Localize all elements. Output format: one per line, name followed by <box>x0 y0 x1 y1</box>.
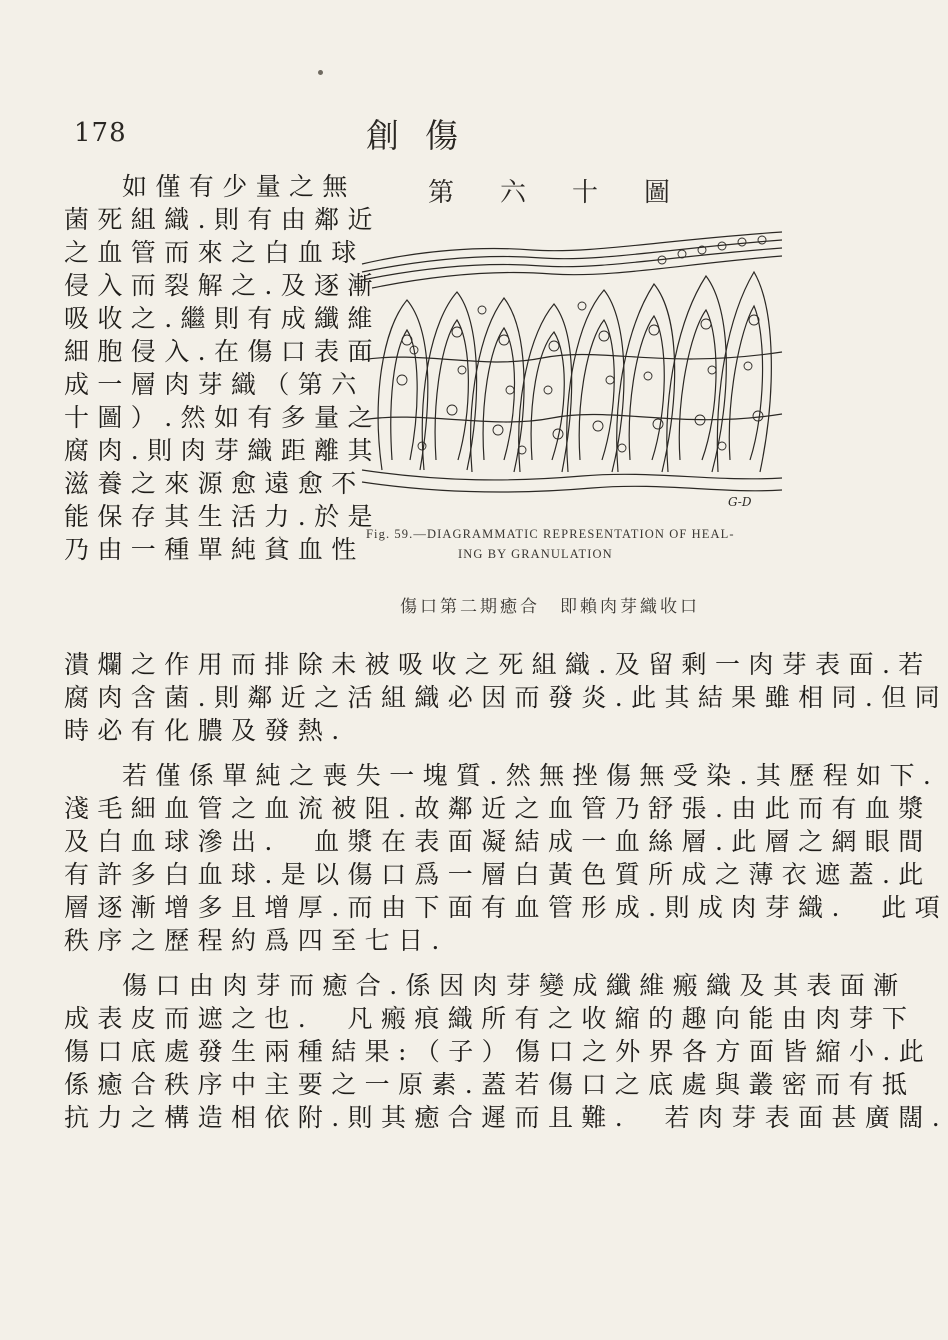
text-line: 及白血球滲出. 血漿在表面凝結成一血絲層.此層之網眼間 <box>64 827 932 856</box>
text-line: 十圖）.然如有多量之 <box>64 403 381 432</box>
figure-caption-english <box>366 524 782 564</box>
text-line: 腐肉.則肉芽織距離其 <box>64 436 381 465</box>
text-line: 係癒合秩序中主要之一原素.蓋若傷口之底處與叢密而有抵 <box>64 1070 916 1099</box>
figure-title: 第六十圖 <box>428 178 717 208</box>
text-line: 淺毛細血管之血流被阻.故鄰近之血管乃舒張.由此而有血漿 <box>64 794 932 823</box>
text-line: 菌死組織.則有由鄰近 <box>64 205 381 234</box>
text-line: 潰爛之作用而排除未被吸收之死組織.及留剩一肉芽表面.若 <box>64 650 932 679</box>
running-title: 創傷 <box>366 116 484 155</box>
text-line: 能保存其生活力.於是 <box>64 502 381 531</box>
caption-line: Fig. 59.—DIAGRAMMATIC REPRESENTATION OF HEAL- <box>366 527 735 541</box>
text-line: 乃由一種單純貧血性 <box>64 535 365 564</box>
text-line: 層逐漸增多且增厚.而由下面有血管形成.則成肉芽織. 此項 <box>64 893 948 922</box>
text-line: 成表皮而遮之也. 凡瘢痕織所有之收縮的趣向能由肉芽下 <box>64 1004 916 1033</box>
full-width-text <box>64 648 948 1134</box>
figure-caption-chinese: 傷口第二期癒合 即賴肉芽織收口 <box>400 597 700 617</box>
left-text-column <box>64 170 381 566</box>
page-number: 178 <box>74 118 127 148</box>
text-line: 腐肉含菌.則鄰近之活組織必因而發炎.此其結果雖相同.但同 <box>64 683 948 712</box>
artist-signature: G-D <box>728 495 752 509</box>
text-line: 抗力之構造相依附.則其癒合遲而且難. 若肉芽表面甚廣闊. <box>64 1103 948 1132</box>
figure-granulation <box>362 172 782 642</box>
granulation-tissue-drawing <box>362 220 782 510</box>
text-line: 滋養之來源愈遠愈不 <box>64 469 365 498</box>
text-line: 時必有化膿及發熱. <box>64 716 348 745</box>
text-line: 細胞侵入.在傷口表面 <box>64 337 381 366</box>
text-line: 之血管而來之白血球 <box>64 238 365 267</box>
caption-line: ING BY GRANULATION <box>458 547 613 561</box>
text-line: 若僅係單純之喪失一塊質.然無挫傷無受染.其歷程如下. <box>122 761 940 790</box>
text-line: 傷口由肉芽而癒合.係因肉芽變成纖維瘢織及其表面漸 <box>122 971 907 1000</box>
text-line: 傷口底處發生兩種結果:（子）傷口之外界各方面皆縮小.此 <box>64 1037 933 1066</box>
text-line: 吸收之.繼則有成纖維 <box>64 304 381 333</box>
text-line: 侵入而裂解之.及逐漸 <box>64 271 381 300</box>
text-line: 秩序之歷程約爲四至七日. <box>64 926 448 955</box>
text-line: 成一層肉芽織（第六 <box>64 370 365 399</box>
text-line: 有許多白血球.是以傷口爲一層白黃色質所成之薄衣遮蓋.此 <box>64 860 932 889</box>
text-line: 如僅有少量之無 <box>122 172 356 201</box>
print-mark <box>318 70 323 75</box>
